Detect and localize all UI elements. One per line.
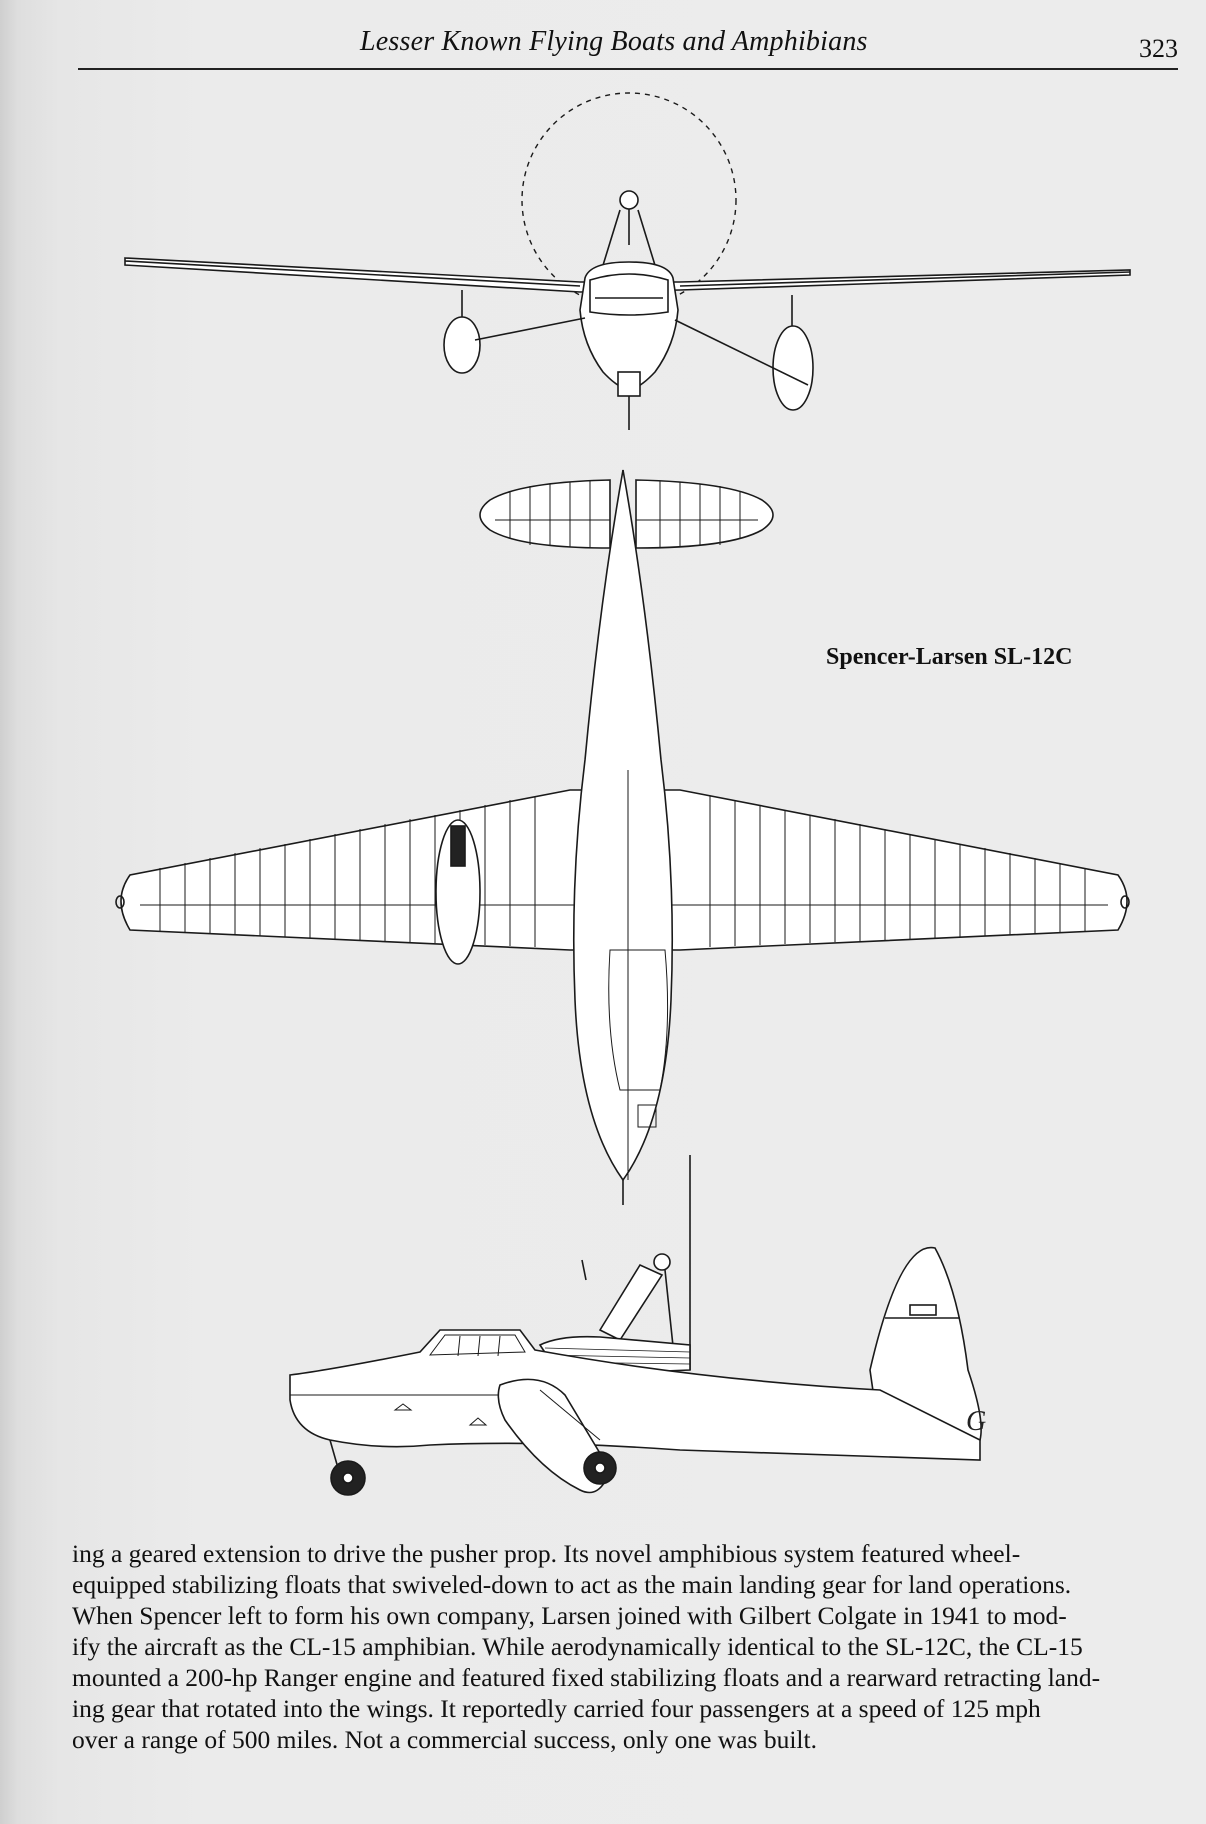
plan-view <box>116 470 1129 1205</box>
plan-right-tailplane <box>636 480 773 548</box>
front-left-float <box>444 317 480 373</box>
body-line: ing a geared extension to drive the pusher prop. Its novel amphibious system featured wheel- <box>72 1539 1021 1568</box>
page-number: 323 <box>1139 34 1178 63</box>
body-line: When Spencer left to form his own company, Larsen joined with Gilbert Colgate in 1941 to mod- <box>72 1601 1067 1630</box>
three-view-drawing <box>0 70 1206 1520</box>
body-line: mounted a 200-hp Ranger engine and featured fixed stabilizing floats and a rearward retracting land- <box>72 1663 1101 1692</box>
front-hull <box>580 262 678 390</box>
running-header <box>78 22 1178 64</box>
front-right-float <box>773 326 813 410</box>
artist-signature: G <box>966 1406 987 1437</box>
plan-fuselage <box>574 470 673 1180</box>
body-line: ify the aircraft as the CL-15 amphibian. While aerodynamically identical to the SL-12C, the CL-15 <box>72 1632 1083 1661</box>
front-view <box>125 93 1130 430</box>
body-line: ing gear that rotated into the wings. It reportedly carried four passengers at a speed of 125 mph <box>72 1694 1041 1723</box>
body-line: equipped stabilizing floats that swiveled-down to act as the main landing gear for land operations. <box>72 1570 1072 1599</box>
body-line: over a range of 500 miles. Not a commercial success, only one was built. <box>72 1725 817 1754</box>
running-header-title: Lesser Known Flying Boats and Amphibians <box>360 26 868 57</box>
body-text <box>72 1538 1162 1755</box>
side-view <box>290 1155 981 1495</box>
figure-caption: Spencer-Larsen SL-12C <box>826 644 1073 670</box>
